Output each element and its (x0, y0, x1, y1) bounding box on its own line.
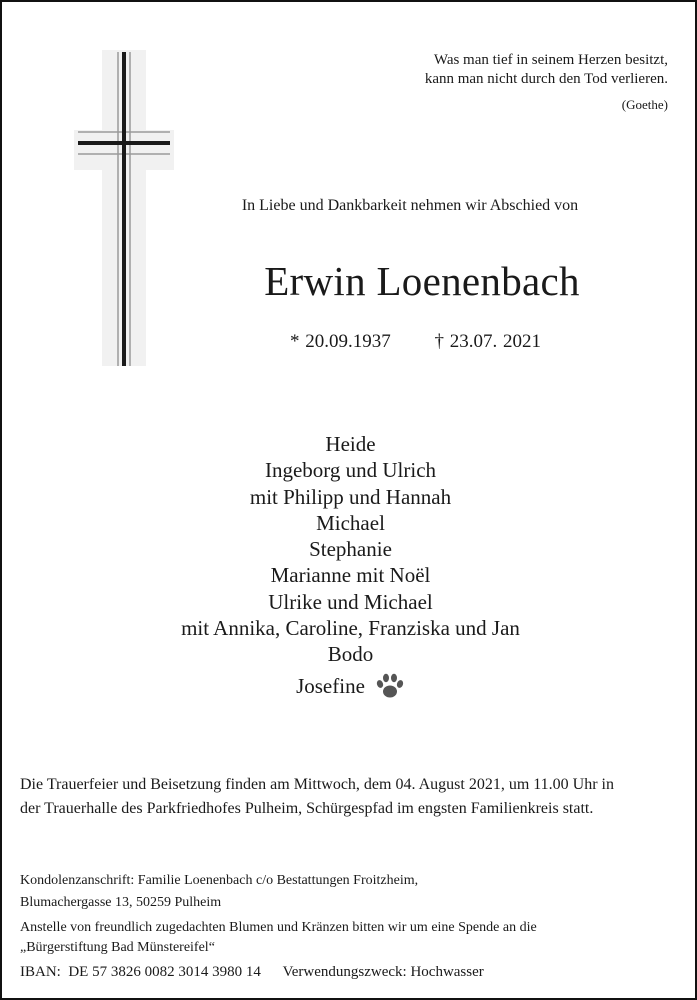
ceremony-info (20, 773, 614, 821)
mourner-line: Bodo (327, 642, 374, 667)
ceremony-line: der Trauerhalle des Parkfriedhofes Pulheim, Schürgespfad im engsten Familienkreis statt. (20, 800, 594, 817)
address-line: Kondolenzanschrift: Familie Loenenbach c/o Bestattungen Froitzheim, (20, 873, 419, 888)
bank-details (20, 962, 537, 982)
birth-date: * 20.09.1937 (290, 331, 391, 352)
donation-recipient: „Bürgerstiftung Bad Münstereifel“ (20, 940, 215, 955)
paw-print-icon (375, 672, 405, 700)
donation-info (20, 918, 537, 982)
deceased-name: Erwin Loenenbach (264, 258, 580, 304)
last-mourner-row (296, 672, 405, 700)
last-mourner-name: Josefine (296, 673, 365, 698)
address-line: Blumachergasse 13, 50259 Pulheim (20, 895, 222, 910)
mourner-line: Heide (325, 432, 376, 456)
donation-line: Anstelle von freundlich zugedachten Blumen und Kränzen bitten wir um eine Spende an die (20, 920, 537, 935)
mourner-line: mit Annika, Caroline, Franziska und Jan (181, 616, 520, 641)
mourner-line: Michael (316, 510, 385, 535)
quote (425, 51, 668, 114)
life-dates (290, 331, 541, 353)
mourner-line-last (2, 672, 697, 700)
mourner-line: Stephanie (309, 537, 392, 562)
death-date: † 23.07. 2021 (434, 331, 541, 352)
ceremony-line: Die Trauerfeier und Beisetzung finden am Mittwoch, dem 04. August 2021, um 11.00 Uhr in (20, 776, 614, 793)
mourner-line: Ulrike und Michael (268, 589, 433, 614)
mourners-list (2, 431, 697, 700)
intro-text: In Liebe und Dankbarkeit nehmen wir Abschied von (241, 197, 579, 214)
payment-purpose: Verwendungszweck: Hochwasser (282, 964, 484, 980)
quote-author: (Goethe) (621, 97, 668, 112)
condolence-address (20, 870, 418, 914)
mourner-line: mit Philipp und Hannah (249, 484, 452, 509)
quote-line: kann man nicht durch den Tod verlieren. (424, 71, 668, 87)
iban: IBAN: DE 57 3826 0082 3014 3980 14 (20, 964, 261, 980)
mourner-line: Marianne mit Noël (270, 563, 431, 588)
quote-line: Was man tief in seinem Herzen besitzt, (433, 52, 668, 68)
mourner-line: Ingeborg und Ulrich (264, 458, 437, 483)
